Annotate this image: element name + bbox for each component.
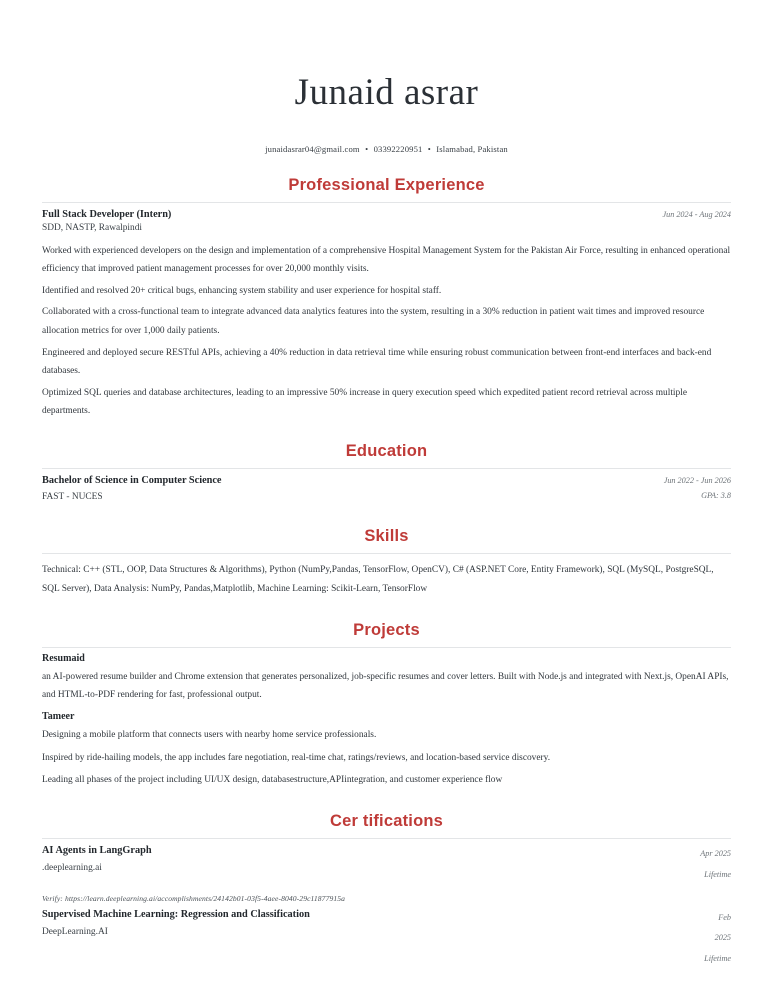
education-institution: FAST - NUCES (42, 492, 103, 503)
project-description: Inspired by ride-hailing models, the app includes fare negotiation, real-time chat, ratings/reviews, and location-based service discovery. (42, 752, 551, 763)
experience-bullet: Engineered and deployed secure RESTful APIs, achieving a 40% reduction in data retrieval time while ensuring robust communication between front-end interfaces and back-end databases. (42, 347, 712, 377)
certification-date-year: 2025 (714, 933, 731, 943)
certification-row (42, 844, 731, 886)
education-entry-header (42, 474, 731, 488)
certification-name: AI Agents in LangGraph (42, 844, 152, 856)
project-description: Leading all phases of the project including UI/UX design, databasestructure,APIintegration, and customer experience flow (42, 775, 503, 786)
education-gpa: GPA: 3.8 (701, 491, 731, 501)
education-degree: Bachelor of Science in Computer Science (42, 475, 222, 487)
section-title-experience: Professional Experience (288, 175, 485, 194)
certification-date-month: Feb (718, 912, 731, 922)
certification-details (42, 844, 700, 876)
certification-issuer: DeepLearning.AI (42, 926, 108, 937)
candidate-name: Junaid asrar (294, 72, 479, 113)
section-divider-skills (42, 553, 731, 554)
education-date: Jun 2022 - Jun 2026 (663, 476, 731, 486)
contact-separator-1: • (365, 143, 369, 154)
project-name: Tameer (42, 710, 75, 722)
certification-date: Apr 2025 (700, 848, 731, 858)
contact-location: Islamabad, Pakistan (436, 143, 508, 154)
contact-email: junaidasrar04@gmail.com (265, 143, 360, 154)
experience-entry (42, 208, 731, 422)
certification-validity: Lifetime (704, 954, 731, 964)
certification-row (42, 908, 731, 971)
section-title-education: Education (345, 442, 428, 461)
certification-entry (42, 908, 731, 971)
project-entry (42, 711, 731, 790)
education-entry (42, 474, 731, 505)
certification-entry (42, 844, 731, 903)
section-divider-certifications (42, 838, 731, 839)
experience-bullet: Identified and resolved 20+ critical bugs, enhancing system stability and user experience for hospital staff. (42, 285, 442, 296)
experience-date: Jun 2024 - Aug 2024 (662, 209, 731, 219)
certification-name: Supervised Machine Learning: Regression and Classification (42, 908, 310, 920)
project-name: Resumaid (42, 652, 85, 664)
project-entry (42, 653, 731, 705)
certification-meta (700, 844, 731, 886)
experience-bullet: Optimized SQL queries and database architectures, leading to an impressive 50% increase in query execution speed which expedited patient record retrieval across multiple departments. (42, 387, 687, 417)
certification-issuer: .deeplearning.ai (42, 862, 102, 873)
section-title-certifications: Cer tifications (329, 811, 444, 830)
project-description: Designing a mobile platform that connects users with nearby home service professionals. (42, 729, 377, 740)
section-title-skills: Skills (364, 527, 409, 546)
certification-meta (704, 908, 731, 971)
certification-validity: Lifetime (704, 869, 731, 879)
contact-line (42, 144, 731, 154)
section-divider-projects (42, 647, 731, 648)
section-divider-education (42, 468, 731, 469)
experience-role: Full Stack Developer (Intern) (42, 208, 172, 220)
skills-list: Technical: C++ (STL, OOP, Data Structures & Algorithms), Python (NumPy,Pandas, TensorFlow, OpenCV), C# (ASP.NET Core, Entity Framework), SQL (MySQL, PostgreSQL, SQL Server), Data Analysis: NumPy, Pandas,Matplotlib, Machine Learning: Scikit-Learn, TensorFlow (42, 565, 714, 594)
section-divider-experience (42, 202, 731, 203)
certification-details (42, 908, 704, 940)
contact-separator-2: • (427, 143, 431, 154)
experience-entry-header (42, 208, 731, 222)
experience-company: SDD, NASTP, Rawalpindi (42, 222, 143, 233)
experience-bullet: Collaborated with a cross-functional team to integrate advanced data analytics features into the system, resulting in a 30% reduction in patient wait times and improved resource allocation metrics for over 1,000 daily patients. (42, 307, 705, 337)
certification-verify-link[interactable]: Verify: https://learn.deeplearning.ai/accomplishments/24142b01-03f5-4aee-8040-29c11877915a (42, 893, 346, 903)
project-description: an AI-powered resume builder and Chrome extension that generates personalized, job-specific resumes and cover letters. Built with Node.js and integrated with Next.js, OpenAI APIs, and HTML-to-PDF rendering for fast, professional output. (42, 671, 729, 701)
education-entry-subrow (42, 491, 731, 505)
experience-bullet: Worked with experienced developers on the design and implementation of a comprehensive Hospital Management System for the Pakistan Air Force, resulting in enhanced operational efficiency that improved patient management processes for over 20,000 monthly visits. (42, 245, 731, 275)
contact-phone: 03392220951 (373, 143, 423, 154)
section-title-projects: Projects (353, 620, 420, 639)
